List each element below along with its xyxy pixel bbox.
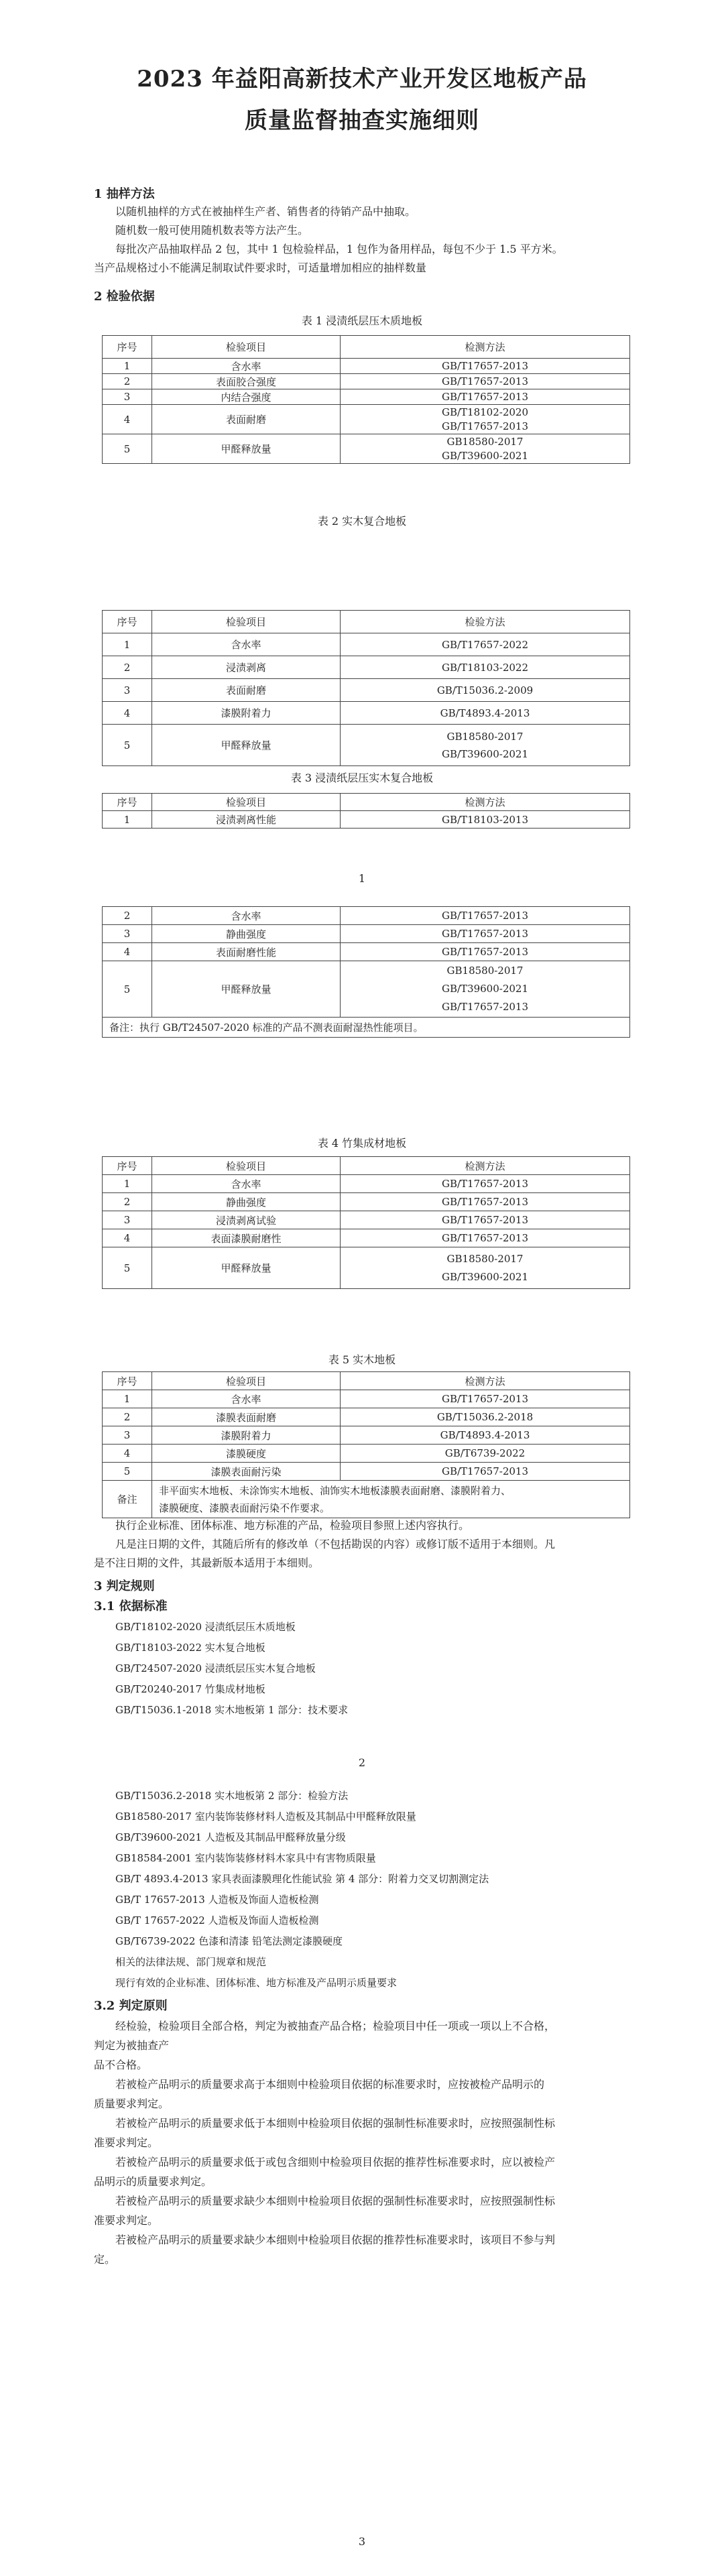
method-line-2: GB/T39600-2021 [441,983,529,995]
cell-no: 4 [103,1229,152,1247]
after-line-3: 是不注日期的文件，其最新版本适用于本细则。 [94,1556,320,1569]
table-row [103,434,630,464]
cell-no: 2 [103,1193,152,1211]
note-line-1: 非平面实木地板、未涂饰实木地板、油饰实木地板漆膜表面耐磨、漆膜附着力、 [159,1484,511,1497]
header-method: 检验方法 [341,611,630,633]
cell-method: GB/T17657-2013 [341,359,630,374]
doc-title-line1: 2023 年益阳高新技术产业开发区地板产品 [137,66,587,93]
table-row [103,1426,630,1445]
cell-item: 内结合强度 [152,389,341,405]
table-row [103,811,630,829]
table3 [102,793,630,829]
cell-item: 表面耐磨 [152,405,341,434]
standard-item: GB/T15036.2-2018 实木地板第 2 部分：检验方法 [115,1790,349,1802]
cell-item: 含水率 [152,633,341,656]
standard-item: GB18584-2001 室内装饰装修材料木家具中有害物质限量 [115,1852,376,1864]
header-method: 检测方法 [341,336,630,359]
cell-no: 5 [103,1247,152,1289]
table-row [103,359,630,374]
header-no: 序号 [103,794,152,811]
cell-no: 3 [103,679,152,702]
cell-no: 2 [103,656,152,679]
cell-item: 浸渍剥离性能 [152,811,341,829]
section-3-heading: 3 判定规则 [94,1579,155,1593]
header-no: 序号 [103,1372,152,1390]
header-item: 检验项目 [152,611,341,633]
table5-caption: 表 5 实木地板 [328,1353,396,1366]
table-row [103,405,630,434]
standards-list-a [115,1617,348,1721]
page-number-2: 2 [358,1756,366,1769]
cell-method: GB/T4893.4-2013 [341,1426,630,1445]
standard-item: 现行有效的企业标准、团体标准、地方标准及产品明示质量要求 [115,1977,398,1989]
standard-item: GB/T15036.1-2018 实木地板第 1 部分：技术要求 [115,1704,349,1716]
table-row [103,389,630,405]
cell-item: 漆膜硬度 [152,1445,341,1463]
table3-note: 备注：执行 GB/T24507-2020 标准的产品不测表面耐湿热性能项目。 [103,1018,630,1038]
method-line-1: GB18580-2017 [446,965,524,977]
judge-line: 若被检产品明示的质量要求缺少本细则中检验项目依据的强制性标准要求时，应按照强制性标 [115,2195,556,2207]
standard-item: GB/T 17657-2013 人造板及饰面人造板检测 [115,1894,319,1906]
s1-line-4: 当产品规格过小不能满足制取试件要求时，可适量增加相应的抽样数量 [94,261,427,274]
cell-no: 1 [103,1175,152,1193]
cell-method: GB/T17657-2013 [341,1211,630,1229]
table-row [103,633,630,656]
header-item: 检验项目 [152,1372,341,1390]
cell-item: 甲醛释放量 [152,961,341,1018]
cell-no: 2 [103,374,152,389]
cell-no: 4 [103,943,152,961]
cell-method: GB/T18103-2013 [341,811,630,829]
table-row [103,1463,630,1481]
standard-item: GB/T6739-2022 色漆和清漆 铅笔法测定漆膜硬度 [115,1935,343,1947]
cell-item: 浸渍剥离 [152,656,341,679]
standard-item: GB/T 4893.4-2013 家具表面漆膜理化性能试验 第 4 部分：附着力交叉切割测定法 [115,1873,489,1885]
table-header-row [103,794,630,811]
table3-continued [102,906,630,1038]
cell-no: 4 [103,1445,152,1463]
s1-line-2: 随机数一般可使用随机数表等方法产生。 [115,224,309,237]
header-no: 序号 [103,611,152,633]
table-row [103,1247,630,1289]
table-row [103,1193,630,1211]
cell-method: GB/T17657-2013 [341,1463,630,1481]
table-row [103,961,630,1018]
cell-method: GB/T6739-2022 [341,1445,630,1463]
header-method: 检测方法 [341,1157,630,1175]
table-row [103,679,630,702]
cell-no: 1 [103,811,152,829]
cell-item: 含水率 [152,907,341,925]
judge-line: 若被检产品明示的质量要求高于本细则中检验项目依据的标准要求时，应按被检产品明示的 [115,2078,545,2091]
cell-item: 漆膜附着力 [152,702,341,725]
table-header-row [103,611,630,633]
standard-item: 相关的法律法规、部门规章和规范 [115,1956,267,1968]
judge-line: 判定为被抽查产 [94,2039,170,2052]
cell-no: 3 [103,389,152,405]
cell-no: 3 [103,1426,152,1445]
cell-no: 4 [103,405,152,434]
cell-method: GB/T17657-2013 [341,907,630,925]
cell-no: 4 [103,702,152,725]
table-row [103,656,630,679]
page-number-1: 1 [358,872,366,885]
cell-item: 表面胶合强度 [152,374,341,389]
cell-no: 3 [103,925,152,943]
section-3-2-heading: 3.2 判定原则 [94,1999,168,2013]
judge-line: 定。 [94,2253,116,2266]
cell-no: 1 [103,1390,152,1408]
judge-line: 品明示的质量要求判定。 [94,2175,213,2188]
section-1-body [94,202,644,278]
cell-method [341,725,630,766]
header-no: 序号 [103,1157,152,1175]
table2 [102,610,630,766]
cell-method: GB/T17657-2013 [341,1229,630,1247]
standard-item: GB/T 17657-2022 人造板及饰面人造板检测 [115,1914,319,1926]
table-row [103,1211,630,1229]
cell-item: 静曲强度 [152,1193,341,1211]
method-line-3: GB/T17657-2013 [441,1001,529,1013]
table-row [103,1175,630,1193]
cell-item: 漆膜附着力 [152,1426,341,1445]
cell-item: 含水率 [152,1390,341,1408]
section-2-heading: 2 检验依据 [94,290,155,304]
cell-item: 含水率 [152,1175,341,1193]
cell-item: 含水率 [152,359,341,374]
table4-caption: 表 4 竹集成材地板 [317,1137,407,1150]
method-line-1: GB18580-2017 [446,435,524,448]
section-1-heading: 1 抽样方法 [94,187,155,201]
table-row [103,374,630,389]
s1-line-3: 每批次产品抽取样品 2 包，其中 1 包检验样品，1 包作为备用样品，每包不少于 1.5 平方米。 [115,243,563,255]
table-row [103,925,630,943]
after-line-2: 凡是注日期的文件，其随后所有的修改单（不包括勘误的内容）或修订版不适用于本细则。凡 [115,1538,556,1550]
cell-method: GB/T15036.2-2018 [341,1408,630,1426]
cell-item: 表面漆膜耐磨性 [152,1229,341,1247]
table-row [103,725,630,766]
cell-item: 表面耐磨 [152,679,341,702]
cell-method: GB/T17657-2013 [341,389,630,405]
page-number-3: 3 [358,2535,366,2548]
cell-method: GB/T17657-2013 [341,1175,630,1193]
table-row [103,1408,630,1426]
cell-no: 2 [103,907,152,925]
cell-method: GB/T17657-2013 [341,374,630,389]
judge-line: 品不合格。 [94,2059,148,2071]
standard-item: GB18580-2017 室内装饰装修材料人造板及其制品中甲醛释放限量 [115,1811,416,1823]
cell-no: 5 [103,961,152,1018]
judge-line: 准要求判定。 [94,2136,159,2149]
cell-method: GB/T15036.2-2009 [341,679,630,702]
after-tables-text [94,1516,644,1573]
judge-line: 若被检产品明示的质量要求低于本细则中检验项目依据的强制性标准要求时，应按照强制性标 [115,2117,556,2130]
header-item: 检验项目 [152,794,341,811]
table-row [103,1229,630,1247]
table4 [102,1156,630,1289]
standard-item: GB/T20240-2017 竹集成材地板 [115,1683,265,1695]
note-label: 备注 [103,1481,152,1518]
table-header-row [103,1372,630,1390]
method-line-1: GB18580-2017 [446,730,524,743]
cell-method: GB/T17657-2013 [341,1390,630,1408]
cell-method: GB/T4893.4-2013 [341,702,630,725]
judge-line: 若被检产品明示的质量要求低于或包含细则中检验项目依据的推荐性标准要求时，应以被检产 [115,2156,556,2168]
cell-item: 甲醛释放量 [152,434,341,464]
cell-no: 1 [103,633,152,656]
method-line-2: GB/T39600-2021 [441,449,529,462]
method-line-1: GB18580-2017 [446,1252,524,1265]
cell-method [341,405,630,434]
cell-method [341,434,630,464]
method-line-2: GB/T39600-2021 [441,747,529,760]
s1-line-1: 以随机抽样的方式在被抽样生产者、销售者的待销产品中抽取。 [115,205,416,218]
cell-item: 甲醛释放量 [152,1247,341,1289]
table-header-row [103,336,630,359]
header-no: 序号 [103,336,152,359]
judge-line: 质量要求判定。 [94,2097,170,2110]
judge-line: 准要求判定。 [94,2214,159,2227]
judge-line: 若被检产品明示的质量要求缺少本细则中检验项目依据的推荐性标准要求时，该项目不参与判 [115,2233,556,2246]
table1 [102,335,630,464]
table2-caption: 表 2 实木复合地板 [317,515,407,528]
cell-item: 漆膜表面耐污染 [152,1463,341,1481]
table-header-row [103,1157,630,1175]
section-3-1-heading: 3.1 依据标准 [94,1599,168,1613]
header-item: 检验项目 [152,336,341,359]
table-row [103,907,630,925]
cell-no: 1 [103,359,152,374]
cell-item: 静曲强度 [152,925,341,943]
standards-list-b [115,1786,489,1994]
cell-method: GB/T17657-2013 [341,943,630,961]
table-note-row [103,1481,630,1518]
table-row [103,702,630,725]
standard-item: GB/T24507-2020 浸渍纸层压实木复合地板 [115,1662,316,1674]
note-text [152,1481,630,1518]
cell-method [341,961,630,1018]
standard-item: GB/T39600-2021 人造板及其制品甲醛释放量分级 [115,1831,346,1843]
cell-no: 5 [103,1463,152,1481]
method-line-2: GB/T39600-2021 [441,1270,529,1283]
cell-no: 5 [103,725,152,766]
table-row [103,1390,630,1408]
header-method: 检测方法 [341,1372,630,1390]
cell-item: 表面耐磨性能 [152,943,341,961]
cell-no: 5 [103,434,152,464]
cell-item: 浸渍剥离试验 [152,1211,341,1229]
judge-line: 经检验，检验项目全部合格，判定为被抽查产品合格；检验项目中任一项或一项以上不合格， [115,2020,556,2032]
table-row [103,943,630,961]
doc-title-line2: 质量监督抽查实施细则 [245,107,479,134]
cell-no: 3 [103,1211,152,1229]
note-line-2: 漆膜硬度、漆膜表面耐污染不作要求。 [159,1501,330,1514]
table-note-row [103,1018,630,1038]
table1-caption: 表 1 浸渍纸层压木质地板 [301,314,423,327]
cell-method: GB/T17657-2013 [341,925,630,943]
standard-item: GB/T18102-2020 浸渍纸层压木质地板 [115,1621,296,1633]
cell-method: GB/T17657-2013 [341,1193,630,1211]
judgement-principles [94,2016,644,2269]
cell-method: GB/T18103-2022 [341,656,630,679]
header-method: 检测方法 [341,794,630,811]
cell-item: 漆膜表面耐磨 [152,1408,341,1426]
method-line-2: GB/T17657-2013 [441,420,529,432]
cell-method [341,1247,630,1289]
table-row [103,1445,630,1463]
method-line-1: GB/T18102-2020 [441,406,529,418]
cell-method: GB/T17657-2022 [341,633,630,656]
standard-item: GB/T18103-2022 实木复合地板 [115,1642,265,1654]
cell-item: 甲醛释放量 [152,725,341,766]
header-item: 检验项目 [152,1157,341,1175]
table5 [102,1371,630,1518]
table3-caption: 表 3 浸渍纸层压实木复合地板 [290,772,434,784]
after-line-1: 执行企业标准、团体标准、地方标准的产品，检验项目参照上述内容执行。 [115,1519,470,1532]
cell-no: 2 [103,1408,152,1426]
